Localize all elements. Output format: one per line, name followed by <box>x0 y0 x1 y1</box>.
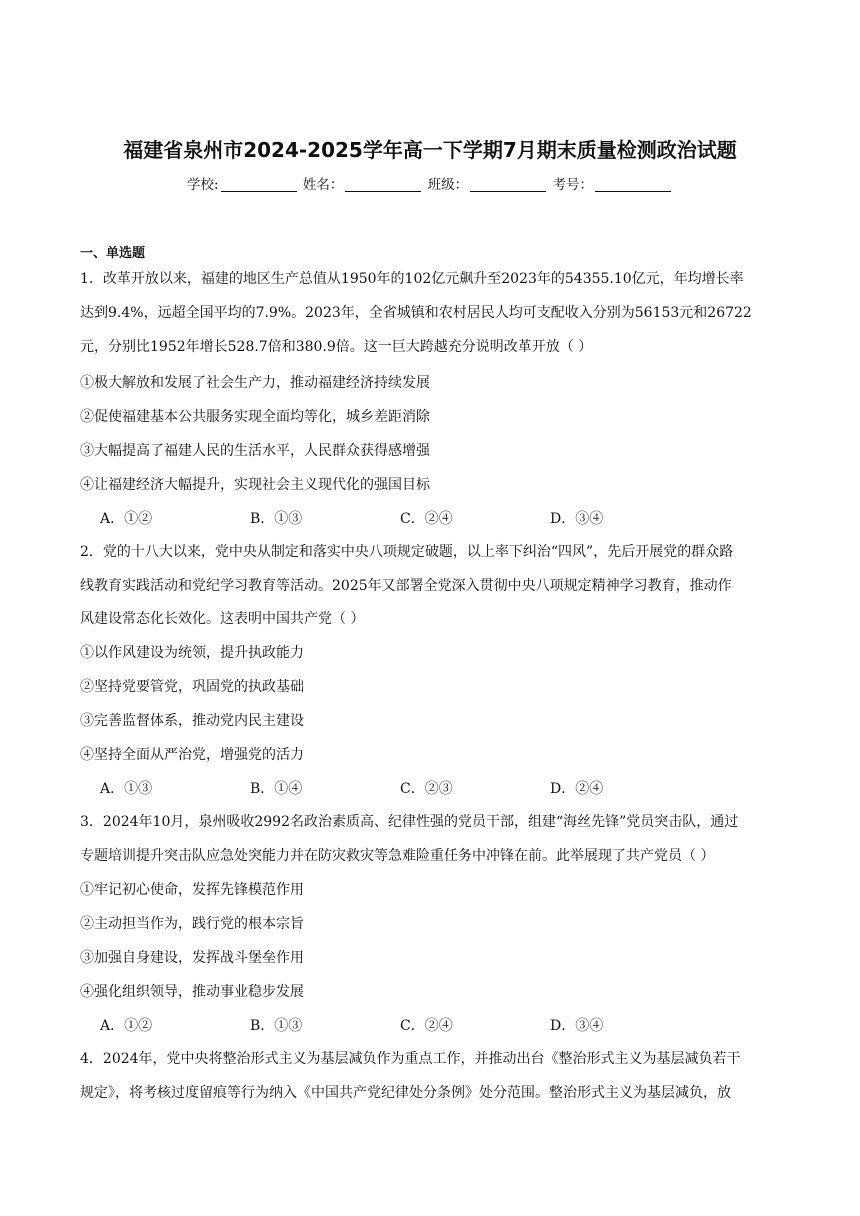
class-blank[interactable] <box>470 177 546 192</box>
question-text-line: 风建设常态化长效化。这表明中国共产党（ ） <box>80 611 365 627</box>
name-field <box>303 173 424 193</box>
school-field <box>187 173 299 193</box>
choice-d[interactable]: D．③④ <box>550 1018 604 1034</box>
choice-b[interactable]: B．①③ <box>250 1018 303 1034</box>
statement-option: ②促使福建基本公共服务实现全面均等化，城乡差距消除 <box>80 409 430 425</box>
statement-option: ①牢记初心使命，发挥先锋模范作用 <box>80 882 304 898</box>
statement-option: ①极大解放和发展了社会生产力，推动福建经济持续发展 <box>80 375 430 391</box>
statement-option: ②坚持党要管党，巩固党的执政基础 <box>80 679 304 695</box>
answer-choices <box>100 1015 700 1035</box>
question-text-line: 元，分别比1952年增长528.7倍和380.9倍。这一巨大跨越充分说明改革开放（ ） <box>80 339 593 355</box>
statement-option: ③加强自身建设，发挥战斗堡垒作用 <box>80 950 304 966</box>
statement-option: ③完善监督体系，推动党内民主建设 <box>80 713 304 729</box>
question-text-line: 2．党的十八大以来，党中央从制定和落实中央八项规定破题，以上率下纠治“四风”，先后开展党的群众路 <box>80 544 734 560</box>
statement-option: ④让福建经济大幅提升，实现社会主义现代化的强国目标 <box>80 477 430 493</box>
page-title: 福建省泉州市2024-2025学年高一下学期7月期末质量检测政治试题 <box>123 138 737 162</box>
class-label: 班级： <box>427 177 469 193</box>
statement-option: ①以作风建设为统领，提升执政能力 <box>80 645 304 661</box>
name-label: 姓名： <box>302 177 344 193</box>
choice-c[interactable]: C．②④ <box>400 511 453 527</box>
answer-choices <box>100 508 700 528</box>
section-heading: 一、单选题 <box>80 246 146 261</box>
choice-b[interactable]: B．①④ <box>250 781 303 797</box>
choice-d[interactable]: D．②④ <box>550 781 604 797</box>
statement-option: ②主动担当作为，践行党的根本宗旨 <box>80 916 304 932</box>
choice-c[interactable]: C．②④ <box>400 1018 453 1034</box>
choice-a[interactable]: A．①② <box>100 511 153 527</box>
question-text-line: 达到9.4%，远超全国平均的7.9%。2023年，全省城镇和农村居民人均可支配收入分别为56153元和26722 <box>80 305 752 321</box>
answer-choices <box>100 778 700 798</box>
statement-option: ④坚持全面从严治党，增强党的活力 <box>80 747 304 763</box>
question-text-line: 线教育实践活动和党纪学习教育等活动。2025年又部署全党深入贯彻中央八项规定精神学习教育，推动作 <box>80 578 732 594</box>
choice-a[interactable]: A．①③ <box>100 781 153 797</box>
school-label: 学校: <box>187 177 219 193</box>
class-field <box>428 173 549 193</box>
student-info-row <box>0 173 860 193</box>
exam-no-blank[interactable] <box>595 177 671 192</box>
name-blank[interactable] <box>345 177 421 192</box>
choice-b[interactable]: B．①③ <box>250 511 303 527</box>
school-blank[interactable] <box>221 177 297 192</box>
choice-a[interactable]: A．①② <box>100 1018 153 1034</box>
question-text-line: 专题培训提升突击队应急处突能力并在防灾救灾等急难险重任务中冲锋在前。此举展现了共产党员（ ） <box>80 848 715 864</box>
question-text-line: 1．改革开放以来，福建的地区生产总值从1950年的102亿元飙升至2023年的54355.10亿元，年均增长率 <box>80 271 744 287</box>
exam-no-label: 考号： <box>552 177 593 193</box>
exam-no-field <box>552 173 673 193</box>
choice-c[interactable]: C．②③ <box>400 781 453 797</box>
statement-option: ④强化组织领导，推动事业稳步发展 <box>80 984 304 1000</box>
choice-d[interactable]: D．③④ <box>550 511 604 527</box>
question-text-line: 规定》，将考核过度留痕等行为纳入《中国共产党纪律处分条例》处分范围。整治形式主义为基层减负，放 <box>80 1085 731 1101</box>
statement-option: ③大幅提高了福建人民的生活水平，人民群众获得感增强 <box>80 443 430 459</box>
question-text-line: 3．2024年10月，泉州吸收2992名政治素质高、纪律性强的党员干部，组建“海丝先锋”党员突击队，通过 <box>80 814 739 830</box>
question-text-line: 4．2024年，党中央将整治形式主义为基层减负作为重点工作，并推动出台《整治形式主义为基层减负若干 <box>80 1051 741 1067</box>
